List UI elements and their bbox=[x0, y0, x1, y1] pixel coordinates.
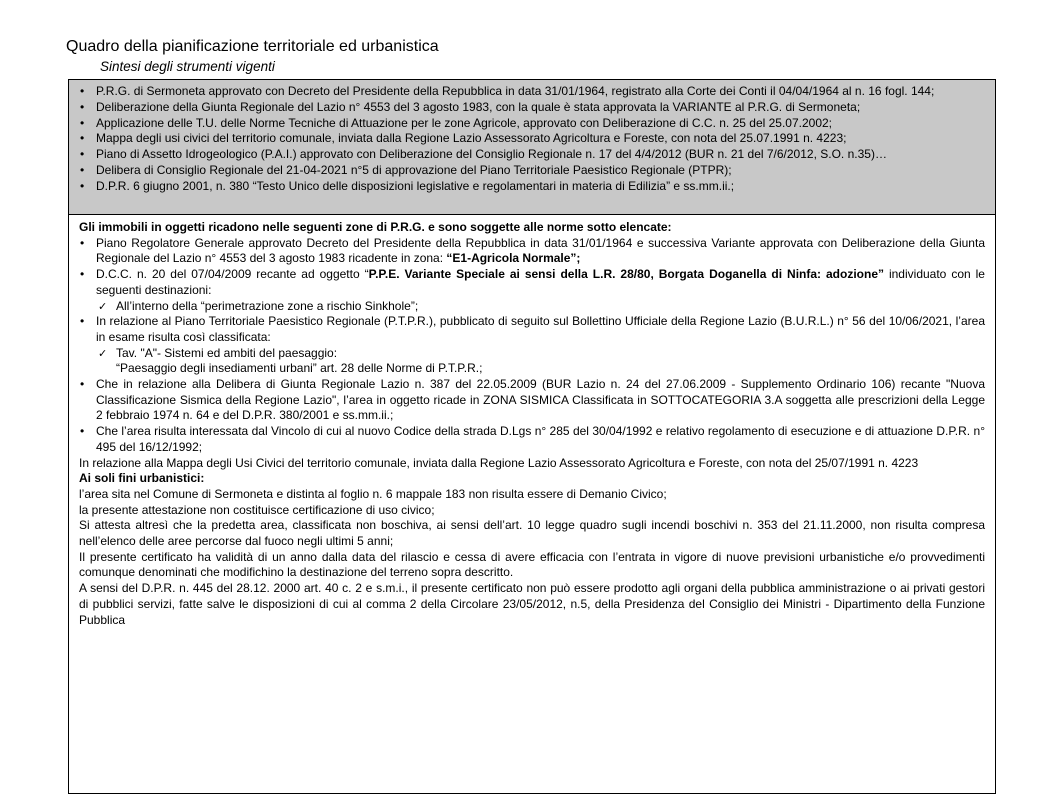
content-frame bbox=[68, 79, 996, 794]
page-title: Quadro della pianificazione territoriale ed urbanistica bbox=[66, 38, 439, 55]
details-list bbox=[79, 236, 985, 299]
list-item-ptpr: • In relazione al Piano Territoriale Paesistico Regionale (P.T.P.R.), pubblicato di seguito sul Bollettino Ufficiale della Regione Lazio (B.U.R.L.) n° 56 del 10/06/2021, l’area in esame risulta così classificata: bbox=[79, 314, 985, 345]
checkmark-icon: ✓ bbox=[98, 299, 108, 313]
details-box bbox=[69, 215, 995, 793]
list-item-prg: • Piano Regolatore Generale approvato Decreto del Presidente della Repubblica in data 31/01/1964 e successiva Variante approvata con Deliberazione della Giunta Regionale del Lazio n° 4553 del 3 agosto 1983 ricadente in zona: “E1-Agricola Normale”; bbox=[79, 236, 985, 267]
instruments-box bbox=[69, 80, 995, 215]
subheading-fini-urbanistici: Ai soli fini urbanistici: bbox=[79, 471, 205, 486]
check-item-tav-a: ✓ Tav. "A"- Sistemi ed ambiti del paesaggio: bbox=[98, 345, 338, 360]
list-item-dcc: • D.C.C. n. 20 del 07/04/2009 recante ad oggetto “P.P.E. Variante Speciale ai sensi della L.R. 28/80, Borgata Doganella di Ninfa: adozione” individuato con le seguenti destinazioni: bbox=[79, 267, 985, 298]
paragraph-usi-civici: In relazione alla Mappa degli Usi Civici del territorio comunale, inviata dalla Regione Lazio Assessorato Agricoltura e Foreste, con nota del 25/07/1991 n. 4223 bbox=[79, 455, 919, 470]
list-item: • Piano di Assetto Idrogeologico (P.A.I.) approvato con Deliberazione del Consiglio Regionale n. 17 del 4/4/2012 (BUR n. 21 del 7/6/2012, S.O. n.35)… bbox=[79, 147, 985, 163]
checkmark-icon: ✓ bbox=[98, 346, 108, 360]
page-subtitle: Sintesi degli strumenti vigenti bbox=[100, 59, 275, 74]
check-list bbox=[79, 346, 985, 362]
paragraph-boschiva: Si attesta altresì che la predetta area, classificata non boschiva, ai sensi dell’art. 10 legge quadro sugli incendi boschivi n. 353 del 21.11.2000, non risulta compresa nell’elenco delle aree percorse dal fuoco negli ultimi 5 anni; bbox=[79, 518, 985, 549]
paragraph-dpr: A sensi del D.P.R. n. 445 del 28.12. 2000 art. 40 c. 2 e s.m.i., il presente certificato non può essere prodotto agli organi della pubblica amministrazione o ai privati gestori di pubblici servizi, fatte salve le disposizioni di cui al comma 2 della Circolare 23/05/2012, n.5, della Presidenza del Consiglio dei Ministri - Dipartimento della Funzione Pubblica bbox=[79, 581, 985, 627]
details-list bbox=[79, 314, 985, 345]
list-item: • Applicazione delle T.U. delle Norme Tecniche di Attuazione per le zone Agricole, approvato con Deliberazione di C.C. n. 25 del 25.07.2002; bbox=[79, 116, 985, 132]
paragraph-demanio: l’area sita nel Comune di Sermoneta e distinta al foglio n. 6 mappale 183 non risulta essere di Demanio Civico; bbox=[79, 486, 667, 501]
list-item: • Deliberazione della Giunta Regionale del Lazio n° 4553 del 3 agosto 1983, con la quale è stata approvata la VARIANTE al P.R.G. di Sermoneta; bbox=[79, 100, 985, 116]
paragraph-validita: Il presente certificato ha validità di un anno dalla data del rilascio e cessa di avere efficacia con l’entrata in vigore di nuove previsioni urbanistiche e/o provvedimenti comunque denominati che modifichino la destinazione del terreno sopra descritto. bbox=[79, 549, 985, 580]
list-item: • P.R.G. di Sermoneta approvato con Decreto del Presidente della Repubblica in data 31/01/1964, registrato alla Corte dei Conti il 04/04/1964 al n. 16 fogl. 144; bbox=[79, 84, 985, 100]
check-item-subtext: “Paesaggio degli insediamenti urbani” art. 28 delle Norme di P.T.P.R.; bbox=[116, 361, 483, 376]
paragraph-attestazione: la presente attestazione non costituisce certificazione di uso civico; bbox=[79, 502, 435, 517]
details-list bbox=[79, 377, 985, 456]
list-item-sismica: • Che in relazione alla Delibera di Giunta Regionale Lazio n. 387 del 22.05.2009 (BUR Lazio n. 24 del 27.06.2009 - Supplemento Ordinario 106) recante "Nuova Classificazione Sismica della Regione Lazio", l’area in oggetto ricade in ZONA SISMICA Classificata in SOTTOCATEGORIA 3.A soggetta alle prescrizioni della Legge 2 febbraio 1974 n. 64 e del D.P.R. 380/2001 e ss.mm.ii.; bbox=[79, 377, 985, 424]
list-item-codice-strada: • Che l’area risulta interessata dal Vincolo di cui al nuovo Codice della strada D.Lgs n° 285 del 30/04/1992 e relativo regolamento di esecuzione e di attuazione D.P.R. n° 495 del 16/12/1992; bbox=[79, 424, 985, 455]
check-item-sinkhole: ✓ All’interno della “perimetrazione zone a rischio Sinkhole”; bbox=[98, 298, 419, 313]
instruments-list bbox=[79, 84, 985, 195]
check-list bbox=[79, 299, 985, 315]
details-heading: Gli immobili in oggetti ricadono nelle seguenti zone di P.R.G. e sono soggette alle norme sotto elencate: bbox=[79, 220, 672, 234]
list-item: • Delibera di Consiglio Regionale del 21-04-2021 n°5 di approvazione del Piano Territoriale Paesistico Regionale (PTPR); bbox=[79, 163, 985, 179]
list-item: • Mappa degli usi civici del territorio comunale, inviata dalla Regione Lazio Assessorato Agricoltura e Foreste, con nota del 25.07.1991 n. 4223; bbox=[79, 131, 985, 147]
list-item: • D.P.R. 6 giugno 2001, n. 380 “Testo Unico delle disposizioni legislative e regolamentari in materia di Edilizia” e ss.mm.ii.; bbox=[79, 179, 985, 195]
